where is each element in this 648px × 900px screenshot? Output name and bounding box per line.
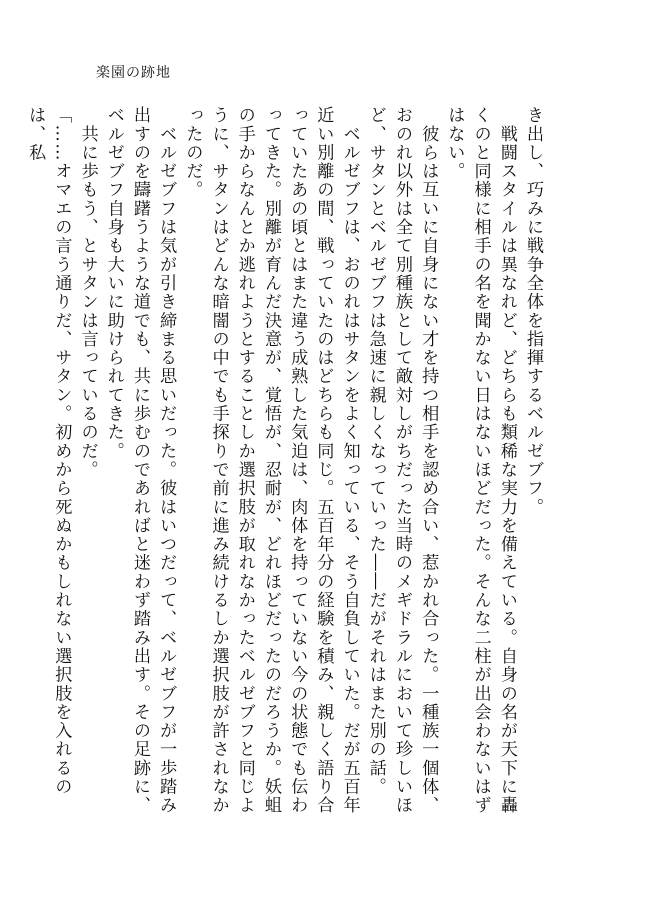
paragraph: 彼らは互いに自身にない才を持つ相手を認め合い、惹かれ合った。一種族一個体、おのれ以外は全て別種族として敵対しがちだった当時のメギドラルにおいて珍しいほど、サタンとベルゼブフは急速に親しくなっていった――だがそれはまた別の話。: [365, 106, 439, 815]
paragraph: ベルゼブフは気が引き締まる思いだった。彼はいつだって、ベルゼブフが一歩踏み出すのを躊躇うような道でも、共に歩むのであればと迷わず踏み出す。その足跡に、ベルゼブフ自身も大いに助けられてきた。: [103, 106, 177, 815]
vertical-text-block: [25, 106, 546, 818]
paragraph: 「……オマエの言う通りだ、サタン。初めから死ぬかもしれない選択肢を入れるのは、私: [25, 106, 72, 797]
paragraph: き出し、巧みに戦争全体を指揮するベルゼブフ。: [523, 106, 543, 517]
paragraph: 戦闘スタイルは異なれど、どちらも類稀な実力を備えている。自身の名が天下に轟くのと同様に相手の名を聞かない日はないほどだった。そんな二柱が出会わないはずはない。: [444, 106, 517, 815]
running-title: 楽園の跡地: [96, 65, 171, 81]
paragraph: ベルゼブフは、おのれはサタンをよく知っている、そう自負していた。だが五百年近い別離の間、戦っていたのはどちらも同じ。五百年分の経験を積み、親しく語り合っていたあの頃とはまた違う成熟した気迫は、肉体を持っていない今の状態でも伝わってきた。別離が育んだ決意が、覚悟が、忍耐が、どれほどだったのだろうか。妖蛆の手からなんとか逃れようとすることしか選択肢が取れなかったベルゼブフと同じように、サタンはどんな暗闇の中でも手探りで前に進み続けるしか選択肢が許されなかったのだ。: [182, 106, 360, 815]
paragraph: 共に歩もう、とサタンは言っているのだ。: [77, 106, 98, 479]
